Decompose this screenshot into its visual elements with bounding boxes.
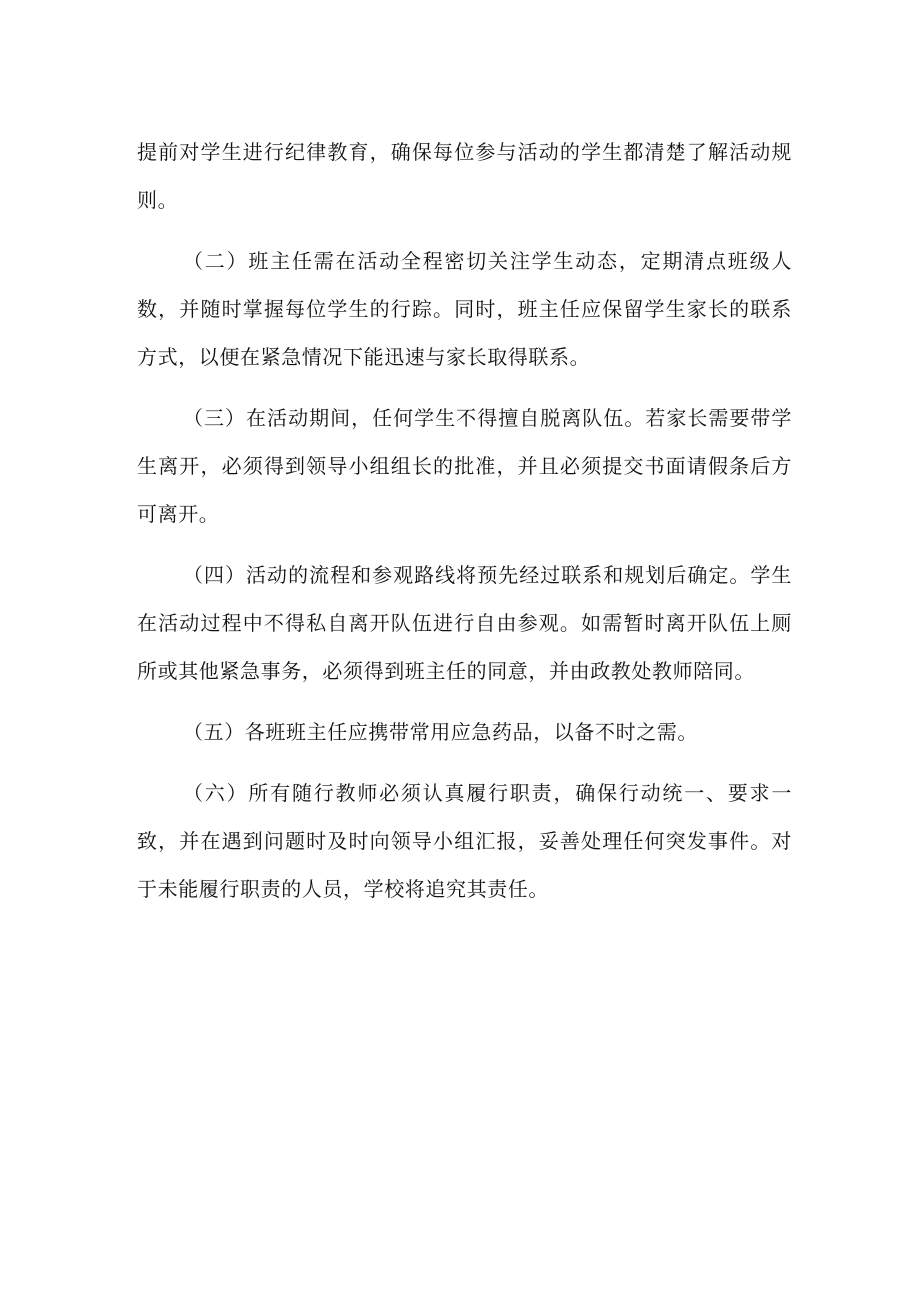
document-body (137, 128, 792, 926)
paragraph-item-6: （六）所有随行教师必须认真履行职责，确保行动统一、要求一致，并在遇到问题时及时向领导小组汇报，妥善处理任何突发事件。对于未能履行职责的人员，学校将追究其责任。 (137, 781, 792, 901)
paragraph-item-2: （二）班主任需在活动全程密切关注学生动态，定期清点班级人数，并随时掌握每位学生的行踪。同时，班主任应保留学生家长的联系方式，以便在紧急情况下能迅速与家长取得联系。 (137, 249, 792, 369)
paragraph-continuation: 提前对学生进行纪律教育，确保每位参与活动的学生都清楚了解活动规则。 (137, 140, 792, 212)
paragraph-item-4: （四）活动的流程和参观路线将预先经过联系和规划后确定。学生在活动过程中不得私自离开队伍进行自由参观。如需暂时离开队伍上厕所或其他紧急事务，必须得到班主任的同意，并由政教处教师陪同。 (137, 563, 792, 683)
paragraph-item-3: （三）在活动期间，任何学生不得擅自脱离队伍。若家长需要带学生离开，必须得到领导小组组长的批准，并且必须提交书面请假条后方可离开。 (137, 406, 792, 526)
paragraph-item-5: （五）各班班主任应携带常用应急药品，以备不时之需。 (183, 720, 698, 744)
